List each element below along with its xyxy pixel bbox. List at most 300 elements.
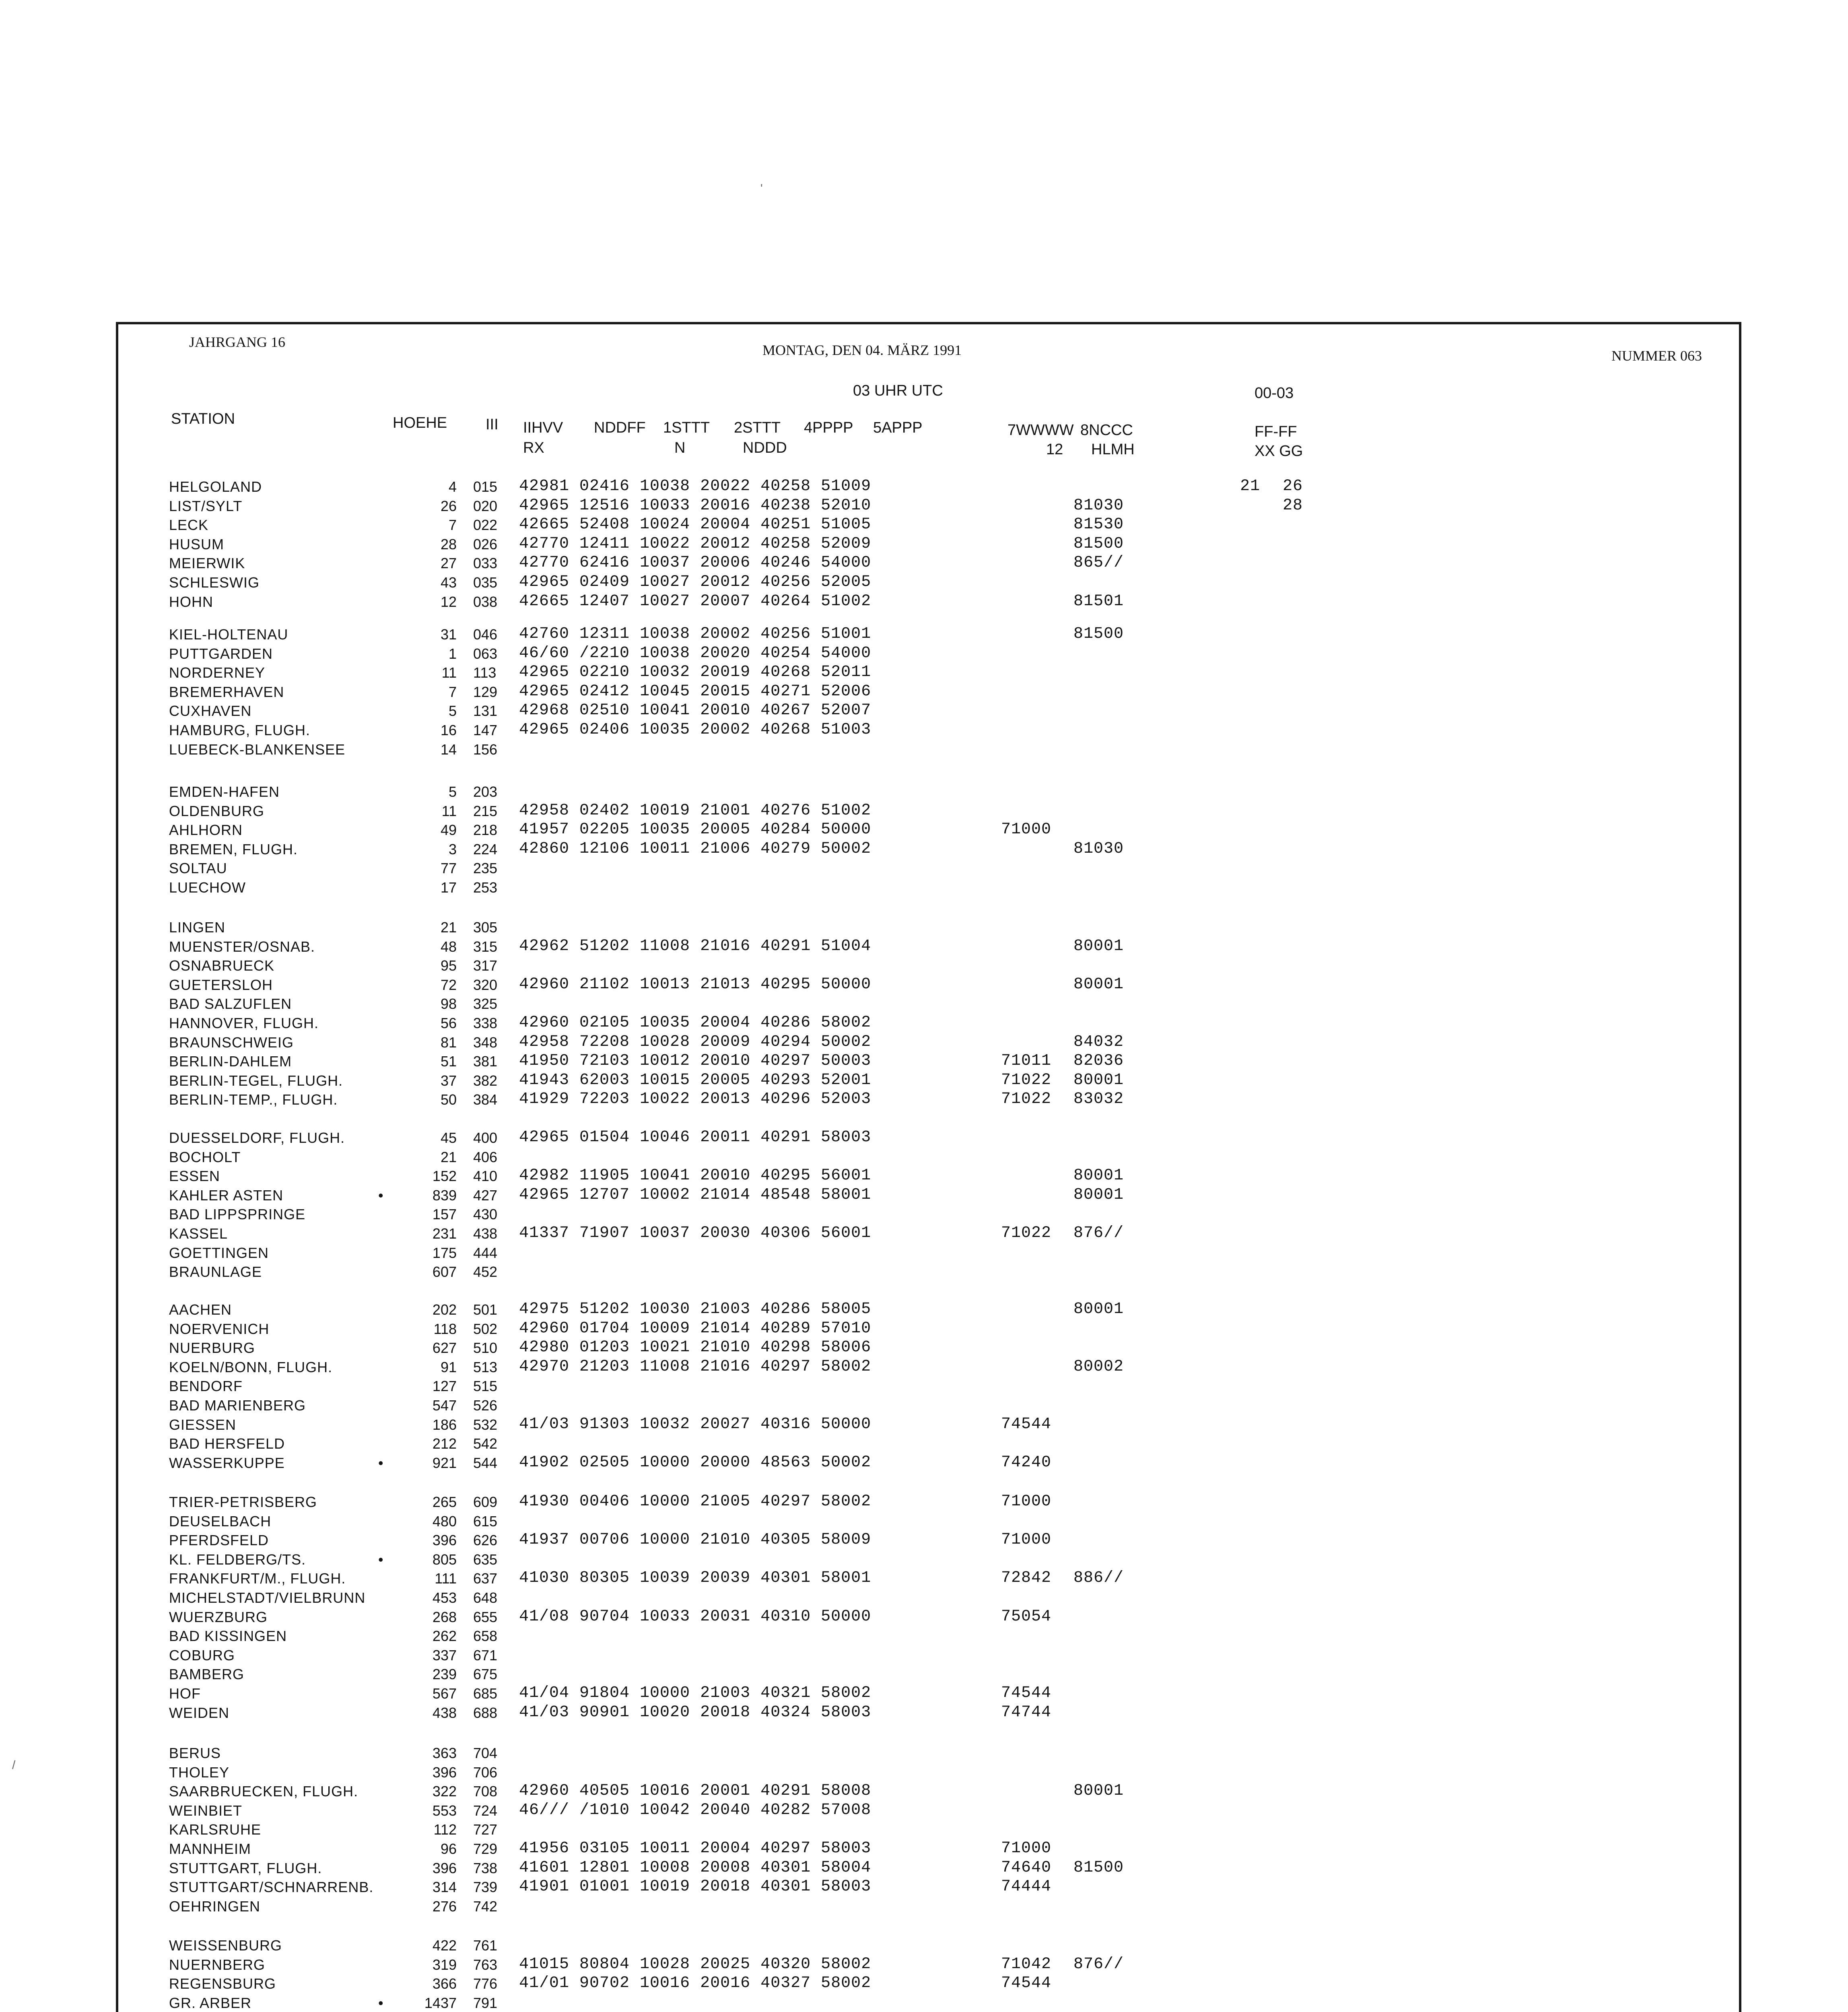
weather-group: 75054 bbox=[1001, 1608, 1052, 1626]
station-index: 763 bbox=[473, 1956, 498, 1973]
station-index: 410 bbox=[473, 1168, 498, 1184]
station-index: 382 bbox=[473, 1072, 498, 1089]
station-height: 43 bbox=[440, 574, 457, 591]
station-height: 72 bbox=[440, 977, 457, 993]
gust-time-range: 00-03 bbox=[1255, 385, 1294, 402]
speck: / bbox=[12, 1758, 16, 1772]
station-name: CUXHAVEN bbox=[169, 703, 252, 719]
station-index: 501 bbox=[473, 1301, 498, 1318]
station-name: STUTTGART, FLUGH. bbox=[169, 1860, 322, 1876]
station-height: 37 bbox=[440, 1072, 457, 1089]
cloud-group: 81530 bbox=[1073, 515, 1124, 534]
station-index: 704 bbox=[473, 1745, 498, 1761]
station-name: BERLIN-TEGEL, FLUGH. bbox=[169, 1072, 343, 1089]
station-name: LUECHOW bbox=[169, 879, 246, 896]
station-name: AHLHORN bbox=[169, 822, 243, 838]
synop-groups: 46/// /1010 10042 20040 40282 57008 bbox=[519, 1801, 871, 1819]
synop-groups: 42665 52408 10024 20004 40251 51005 bbox=[519, 515, 871, 534]
station-index: 444 bbox=[473, 1245, 498, 1261]
station-name: MEIERWIK bbox=[169, 555, 245, 571]
station-name: COBURG bbox=[169, 1647, 235, 1664]
station-name: HANNOVER, FLUGH. bbox=[169, 1015, 319, 1031]
station-index: 637 bbox=[473, 1570, 498, 1587]
station-index: 724 bbox=[473, 1802, 498, 1819]
station-height: 28 bbox=[440, 536, 457, 552]
station-name: OSNABRUECK bbox=[169, 957, 275, 974]
col-ffff: FF-FF bbox=[1255, 423, 1297, 440]
station-height: 319 bbox=[432, 1956, 457, 1973]
station-height: 553 bbox=[432, 1802, 457, 1819]
weather-group: 71022 bbox=[1001, 1090, 1052, 1108]
station-name: ESSEN bbox=[169, 1168, 220, 1184]
cloud-group: 876// bbox=[1073, 1224, 1124, 1242]
weather-group: 74444 bbox=[1001, 1878, 1052, 1896]
station-height: 16 bbox=[440, 722, 457, 738]
cloud-group: 84032 bbox=[1073, 1033, 1124, 1051]
station-height: 91 bbox=[440, 1359, 457, 1375]
station-height: 157 bbox=[432, 1206, 457, 1222]
synop-groups: 46/60 /2210 10038 20020 40254 54000 bbox=[519, 644, 871, 662]
synop-groups: 42965 02406 10035 20002 40268 51003 bbox=[519, 721, 871, 739]
synop-groups: 42770 62416 10037 20006 40246 54000 bbox=[519, 554, 871, 572]
station-name: KOELN/BONN, FLUGH. bbox=[169, 1359, 333, 1375]
station-name: BRAUNSCHWEIG bbox=[169, 1034, 294, 1051]
weather-group: 71000 bbox=[1001, 820, 1052, 839]
station-height: 49 bbox=[440, 822, 457, 838]
col-1sttt: 1STTT bbox=[663, 419, 710, 436]
station-index: 671 bbox=[473, 1647, 498, 1664]
station-index: 320 bbox=[473, 977, 498, 993]
synop-groups: 41601 12801 10008 20008 40301 58004 bbox=[519, 1859, 871, 1877]
station-height: 12 bbox=[440, 594, 457, 610]
synop-groups: 42980 01203 10021 21010 40298 58006 bbox=[519, 1338, 871, 1356]
station-index: 063 bbox=[473, 645, 498, 662]
synop-groups: 42962 51202 11008 21016 40291 51004 bbox=[519, 937, 871, 955]
station-name: AACHEN bbox=[169, 1301, 232, 1318]
station-height: 212 bbox=[432, 1435, 457, 1452]
station-name: BERLIN-DAHLEM bbox=[169, 1053, 292, 1070]
station-index: 215 bbox=[473, 803, 498, 819]
station-index: 305 bbox=[473, 919, 498, 936]
station-index: 739 bbox=[473, 1879, 498, 1895]
station-index: 526 bbox=[473, 1397, 498, 1414]
issue-number: NUMMER 063 bbox=[1611, 348, 1702, 364]
station-name: LIST/SYLT bbox=[169, 498, 243, 514]
synop-groups: 41950 72103 10012 20010 40297 50003 bbox=[519, 1052, 871, 1070]
station-height: 56 bbox=[440, 1015, 457, 1031]
station-name: HAMBURG, FLUGH. bbox=[169, 722, 311, 738]
station-height: 805 bbox=[432, 1551, 457, 1568]
station-index: 035 bbox=[473, 574, 498, 591]
station-index: 706 bbox=[473, 1764, 498, 1781]
station-height: 453 bbox=[432, 1589, 457, 1606]
station-height: 7 bbox=[448, 684, 457, 700]
cloud-group: 80001 bbox=[1073, 1782, 1124, 1800]
station-index: 315 bbox=[473, 938, 498, 955]
station-index: 658 bbox=[473, 1628, 498, 1644]
station-index: 675 bbox=[473, 1666, 498, 1682]
synop-groups: 42665 12407 10027 20007 40264 51002 bbox=[519, 592, 871, 610]
station-name: KARLSRUHE bbox=[169, 1821, 262, 1838]
station-height: 175 bbox=[432, 1245, 457, 1261]
station-height: 607 bbox=[432, 1264, 457, 1280]
station-name: NOERVENICH bbox=[169, 1321, 270, 1337]
station-name: BENDORF bbox=[169, 1378, 243, 1394]
station-height: 50 bbox=[440, 1091, 457, 1108]
station-index: 729 bbox=[473, 1841, 498, 1857]
station-index: 635 bbox=[473, 1551, 498, 1568]
weather-group: 71000 bbox=[1001, 1839, 1052, 1857]
gust-value: 21 bbox=[1240, 477, 1261, 495]
col-7wwww: 7WWWW bbox=[1007, 422, 1074, 439]
station-name: MICHELSTADT/VIELBRUNN bbox=[169, 1589, 366, 1606]
cloud-group: 82036 bbox=[1073, 1052, 1124, 1070]
synop-groups: 42965 02210 10032 20019 40268 52011 bbox=[519, 663, 871, 681]
station-name: OEHRINGEN bbox=[169, 1898, 261, 1915]
station-height: 438 bbox=[432, 1705, 457, 1721]
station-index: 033 bbox=[473, 555, 498, 571]
weather-group: 71000 bbox=[1001, 1493, 1052, 1511]
station-name: MANNHEIM bbox=[169, 1841, 251, 1857]
synop-groups: 42965 01504 10046 20011 40291 58003 bbox=[519, 1128, 871, 1146]
col-ihvv-sub: RX bbox=[523, 439, 544, 456]
synop-groups: 41957 02205 10035 20005 40284 50000 bbox=[519, 820, 871, 839]
synop-groups: 42960 40505 10016 20001 40291 58008 bbox=[519, 1782, 871, 1800]
cloud-group: 81500 bbox=[1073, 1859, 1124, 1877]
station-index: 129 bbox=[473, 684, 498, 700]
col-station: STATION bbox=[171, 410, 235, 427]
station-index: 502 bbox=[473, 1321, 498, 1337]
station-name: LINGEN bbox=[169, 919, 226, 936]
station-index: 015 bbox=[473, 478, 498, 495]
synop-groups: 42960 02105 10035 20004 40286 58002 bbox=[519, 1014, 871, 1032]
station-index: 381 bbox=[473, 1053, 498, 1070]
weather-group: 74744 bbox=[1001, 1703, 1052, 1721]
col-1sttt-sub: N bbox=[674, 439, 686, 456]
station-height: 276 bbox=[432, 1898, 457, 1915]
station-height: 81 bbox=[440, 1034, 457, 1051]
station-height: 262 bbox=[432, 1628, 457, 1644]
synop-groups: 41901 01001 10019 20018 40301 58003 bbox=[519, 1878, 871, 1896]
station-name: OLDENBURG bbox=[169, 803, 265, 819]
mountain-station-marker: • bbox=[378, 1187, 384, 1204]
weather-group: 74240 bbox=[1001, 1453, 1052, 1472]
station-height: 95 bbox=[440, 957, 457, 974]
weather-group: 71011 bbox=[1001, 1052, 1052, 1070]
station-name: NUERBURG bbox=[169, 1340, 255, 1356]
station-name: NORDERNEY bbox=[169, 664, 266, 681]
station-height: 27 bbox=[440, 555, 457, 571]
station-name: HUSUM bbox=[169, 536, 224, 552]
synop-groups: 42965 02412 10045 20015 40271 52006 bbox=[519, 682, 871, 701]
col-iii: III bbox=[486, 416, 499, 433]
synop-groups: 42960 21102 10013 21013 40295 50000 bbox=[519, 975, 871, 994]
station-index: 026 bbox=[473, 536, 498, 552]
cloud-group: 865// bbox=[1073, 554, 1124, 572]
station-height: 152 bbox=[432, 1168, 457, 1184]
station-name: FRANKFURT/M., FLUGH. bbox=[169, 1570, 346, 1587]
station-height: 111 bbox=[435, 1570, 457, 1587]
synop-groups: 41/04 91804 10000 21003 40321 58002 bbox=[519, 1684, 871, 1702]
station-index: 513 bbox=[473, 1359, 498, 1375]
station-height: 77 bbox=[440, 860, 457, 876]
cloud-group: 80002 bbox=[1073, 1358, 1124, 1376]
station-height: 45 bbox=[440, 1130, 457, 1146]
station-name: STUTTGART/SCHNARRENB. bbox=[169, 1879, 374, 1895]
station-name: BAMBERG bbox=[169, 1666, 245, 1682]
synop-groups: 41/03 91303 10032 20027 40316 50000 bbox=[519, 1415, 871, 1433]
mountain-station-marker: • bbox=[378, 1995, 384, 2011]
station-name: BOCHOLT bbox=[169, 1149, 241, 1165]
station-name: HOF bbox=[169, 1685, 201, 1702]
station-name: GR. ARBER bbox=[169, 1995, 252, 2011]
weather-group: 71022 bbox=[1001, 1224, 1052, 1242]
station-name: TRIER-PETRISBERG bbox=[169, 1494, 317, 1510]
synop-groups: 42975 51202 10030 21003 40286 58005 bbox=[519, 1300, 871, 1318]
station-name: DEUSELBACH bbox=[169, 1513, 272, 1530]
synop-groups: 42958 72208 10028 20009 40294 50002 bbox=[519, 1033, 871, 1051]
station-index: 761 bbox=[473, 1937, 498, 1954]
synop-groups: 42860 12106 10011 21006 40279 50002 bbox=[519, 840, 871, 858]
station-index: 348 bbox=[473, 1034, 498, 1051]
station-height: 48 bbox=[440, 938, 457, 955]
station-index: 427 bbox=[473, 1187, 498, 1204]
station-name: BREMERHAVEN bbox=[169, 684, 284, 700]
date-label: MONTAG, DEN 04. MÄRZ 1991 bbox=[762, 342, 962, 358]
station-height: 567 bbox=[432, 1685, 457, 1702]
station-name: BAD MARIENBERG bbox=[169, 1397, 306, 1414]
cloud-group: 81501 bbox=[1073, 592, 1124, 610]
synop-groups: 41902 02505 10000 20000 48563 50002 bbox=[519, 1453, 871, 1472]
station-name: WASSERKUPPE bbox=[169, 1455, 285, 1471]
station-height: 839 bbox=[432, 1187, 457, 1204]
col-hoehe: HOEHE bbox=[393, 414, 447, 431]
station-height: 21 bbox=[440, 919, 457, 936]
station-name: BAD HERSFELD bbox=[169, 1435, 285, 1452]
speck: ' bbox=[760, 182, 763, 195]
station-index: 776 bbox=[473, 1975, 498, 1992]
station-index: 685 bbox=[473, 1685, 498, 1702]
station-height: 4 bbox=[448, 478, 457, 495]
station-index: 203 bbox=[473, 783, 498, 800]
station-index: 224 bbox=[473, 841, 498, 858]
cloud-group: 83032 bbox=[1073, 1090, 1124, 1108]
station-index: 038 bbox=[473, 594, 498, 610]
station-height: 5 bbox=[448, 703, 457, 719]
station-height: 921 bbox=[432, 1455, 457, 1471]
station-index: 791 bbox=[473, 1995, 498, 2011]
station-name: BRAUNLAGE bbox=[169, 1264, 262, 1280]
station-index: 218 bbox=[473, 822, 498, 838]
synop-groups: 41/03 90901 10020 20018 40324 58003 bbox=[519, 1703, 871, 1721]
col-2sttt: 2STTT bbox=[734, 419, 781, 436]
synop-groups: 42965 12707 10002 21014 48548 58001 bbox=[519, 1186, 871, 1204]
station-name: BREMEN, FLUGH. bbox=[169, 841, 298, 858]
station-index: 317 bbox=[473, 957, 498, 974]
station-name: WEIDEN bbox=[169, 1705, 229, 1721]
station-index: 156 bbox=[473, 741, 498, 758]
synop-groups: 42960 01704 10009 21014 40289 57010 bbox=[519, 1319, 871, 1338]
synop-groups: 42970 21203 11008 21016 40297 58002 bbox=[519, 1358, 871, 1376]
synop-groups: 41/08 90704 10033 20031 40310 50000 bbox=[519, 1608, 871, 1626]
station-height: 112 bbox=[433, 1821, 457, 1838]
cloud-group: 81500 bbox=[1073, 535, 1124, 553]
col-7wwww-sub: 12 bbox=[1046, 441, 1063, 458]
station-name: THOLEY bbox=[169, 1764, 230, 1781]
station-name: MUENSTER/OSNAB. bbox=[169, 938, 315, 955]
synop-groups: 42982 11905 10041 20010 40295 56001 bbox=[519, 1167, 871, 1185]
col-8nccc-sub: HLMH bbox=[1091, 441, 1135, 458]
station-height: 51 bbox=[440, 1053, 457, 1070]
weather-group: 71000 bbox=[1001, 1531, 1052, 1549]
station-height: 422 bbox=[432, 1937, 457, 1954]
station-name: BERUS bbox=[169, 1745, 221, 1761]
weather-group: 72842 bbox=[1001, 1569, 1052, 1587]
station-index: 648 bbox=[473, 1589, 498, 1606]
station-index: 113 bbox=[473, 664, 497, 681]
station-name: LECK bbox=[169, 517, 209, 533]
cloud-group: 81500 bbox=[1073, 625, 1124, 643]
station-name: GOETTINGEN bbox=[169, 1245, 269, 1261]
station-index: 020 bbox=[473, 498, 498, 514]
cloud-group: 80001 bbox=[1073, 1300, 1124, 1318]
station-height: 337 bbox=[432, 1647, 457, 1664]
weather-group: 71022 bbox=[1001, 1071, 1052, 1089]
station-index: 532 bbox=[473, 1416, 498, 1433]
station-index: 131 bbox=[473, 703, 498, 719]
station-height: 7 bbox=[448, 517, 457, 533]
synop-groups: 42770 12411 10022 20012 40258 52009 bbox=[519, 535, 871, 553]
station-name: HOHN bbox=[169, 594, 213, 610]
cloud-group: 886// bbox=[1073, 1569, 1124, 1587]
col-ihvv: IIHVV bbox=[523, 419, 563, 436]
cloud-group: 80001 bbox=[1073, 975, 1124, 994]
station-index: 688 bbox=[473, 1705, 498, 1721]
station-name: GIESSEN bbox=[169, 1416, 237, 1433]
gust-value: 26 bbox=[1283, 477, 1303, 495]
station-height: 1 bbox=[448, 645, 457, 662]
station-height: 31 bbox=[440, 626, 457, 643]
station-height: 186 bbox=[432, 1416, 457, 1433]
station-index: 406 bbox=[473, 1149, 498, 1165]
station-index: 253 bbox=[473, 879, 498, 896]
synop-groups: 41015 80804 10028 20025 40320 58002 bbox=[519, 1955, 871, 1973]
station-height: 396 bbox=[432, 1860, 457, 1876]
station-name: GUETERSLOH bbox=[169, 977, 273, 993]
station-height: 14 bbox=[440, 741, 457, 758]
synop-groups: 42958 02402 10019 21001 40276 51002 bbox=[519, 802, 871, 820]
station-height: 3 bbox=[448, 841, 457, 858]
station-height: 268 bbox=[432, 1609, 457, 1625]
station-index: 325 bbox=[473, 996, 498, 1012]
station-name: WEISSENBURG bbox=[169, 1937, 282, 1954]
synop-groups: 41337 71907 10037 20030 40306 56001 bbox=[519, 1224, 871, 1242]
station-index: 510 bbox=[473, 1340, 498, 1356]
station-height: 96 bbox=[440, 1841, 457, 1857]
station-height: 98 bbox=[440, 996, 457, 1012]
mountain-station-marker: • bbox=[378, 1551, 384, 1568]
station-name: BAD SALZUFLEN bbox=[169, 996, 292, 1012]
observation-time: 03 UHR UTC bbox=[853, 382, 943, 399]
synop-groups: 41930 00406 10000 21005 40297 58002 bbox=[519, 1493, 871, 1511]
station-index: 515 bbox=[473, 1378, 498, 1394]
station-index: 147 bbox=[473, 722, 498, 738]
synop-groups: 42968 02510 10041 20010 40267 52007 bbox=[519, 701, 871, 719]
synop-groups: 42981 02416 10038 20022 40258 51009 bbox=[519, 477, 871, 495]
station-index: 742 bbox=[473, 1898, 498, 1915]
station-index: 338 bbox=[473, 1015, 498, 1031]
station-name: WEINBIET bbox=[169, 1802, 243, 1819]
station-height: 480 bbox=[432, 1513, 457, 1530]
cloud-group: 81030 bbox=[1073, 497, 1124, 515]
station-name: KAHLER ASTEN bbox=[169, 1187, 284, 1204]
synop-groups: 41/01 90702 10016 20016 40327 58002 bbox=[519, 1974, 871, 1992]
synop-groups: 41943 62003 10015 20005 40293 52001 bbox=[519, 1071, 871, 1089]
station-index: 626 bbox=[473, 1532, 498, 1548]
station-name: REGENSBURG bbox=[169, 1975, 276, 1992]
station-name: PFERDSFELD bbox=[169, 1532, 269, 1548]
gust-value: 28 bbox=[1283, 497, 1303, 515]
station-index: 438 bbox=[473, 1225, 498, 1242]
synop-groups: 41030 80305 10039 20039 40301 58001 bbox=[519, 1569, 871, 1587]
col-ffff-sub: XX GG bbox=[1255, 443, 1303, 460]
station-index: 384 bbox=[473, 1091, 498, 1108]
synop-groups: 41929 72203 10022 20013 40296 52003 bbox=[519, 1090, 871, 1108]
synop-groups: 41956 03105 10011 20004 40297 58003 bbox=[519, 1839, 871, 1857]
station-height: 366 bbox=[432, 1975, 457, 1992]
station-index: 430 bbox=[473, 1206, 498, 1222]
station-index: 046 bbox=[473, 626, 498, 643]
station-height: 231 bbox=[432, 1225, 457, 1242]
station-index: 609 bbox=[473, 1494, 498, 1510]
station-index: 655 bbox=[473, 1609, 498, 1625]
cloud-group: 876// bbox=[1073, 1955, 1124, 1973]
station-height: 1437 bbox=[424, 1995, 457, 2011]
weather-group: 74544 bbox=[1001, 1684, 1052, 1702]
station-height: 21 bbox=[440, 1149, 457, 1165]
station-height: 11 bbox=[441, 803, 457, 819]
weather-group: 74544 bbox=[1001, 1415, 1052, 1433]
station-index: 022 bbox=[473, 517, 498, 533]
col-5appp: 5APPP bbox=[873, 419, 923, 436]
station-name: WUERZBURG bbox=[169, 1609, 268, 1625]
station-height: 363 bbox=[432, 1745, 457, 1761]
station-height: 202 bbox=[432, 1301, 457, 1318]
col-2sttt-sub: NDDD bbox=[743, 439, 787, 456]
station-height: 396 bbox=[432, 1764, 457, 1781]
cloud-group: 80001 bbox=[1073, 1071, 1124, 1089]
station-height: 5 bbox=[448, 783, 457, 800]
cloud-group: 80001 bbox=[1073, 1186, 1124, 1204]
station-height: 547 bbox=[432, 1397, 457, 1414]
weather-group: 74544 bbox=[1001, 1974, 1052, 1992]
station-height: 11 bbox=[441, 664, 457, 681]
station-name: SCHLESWIG bbox=[169, 574, 260, 591]
synop-groups: 42965 12516 10033 20016 40238 52010 bbox=[519, 497, 871, 515]
station-name: BAD LIPPSPRINGE bbox=[169, 1206, 306, 1222]
station-index: 738 bbox=[473, 1860, 498, 1876]
station-height: 239 bbox=[432, 1666, 457, 1682]
station-index: 235 bbox=[473, 860, 498, 876]
station-index: 727 bbox=[473, 1821, 498, 1838]
station-height: 26 bbox=[440, 498, 457, 514]
cloud-group: 81030 bbox=[1073, 840, 1124, 858]
station-name: EMDEN-HAFEN bbox=[169, 783, 280, 800]
station-name: SAARBRUECKEN, FLUGH. bbox=[169, 1783, 358, 1800]
station-name: HELGOLAND bbox=[169, 478, 262, 495]
synop-groups: 42760 12311 10038 20002 40256 51001 bbox=[519, 625, 871, 643]
station-index: 400 bbox=[473, 1130, 498, 1146]
